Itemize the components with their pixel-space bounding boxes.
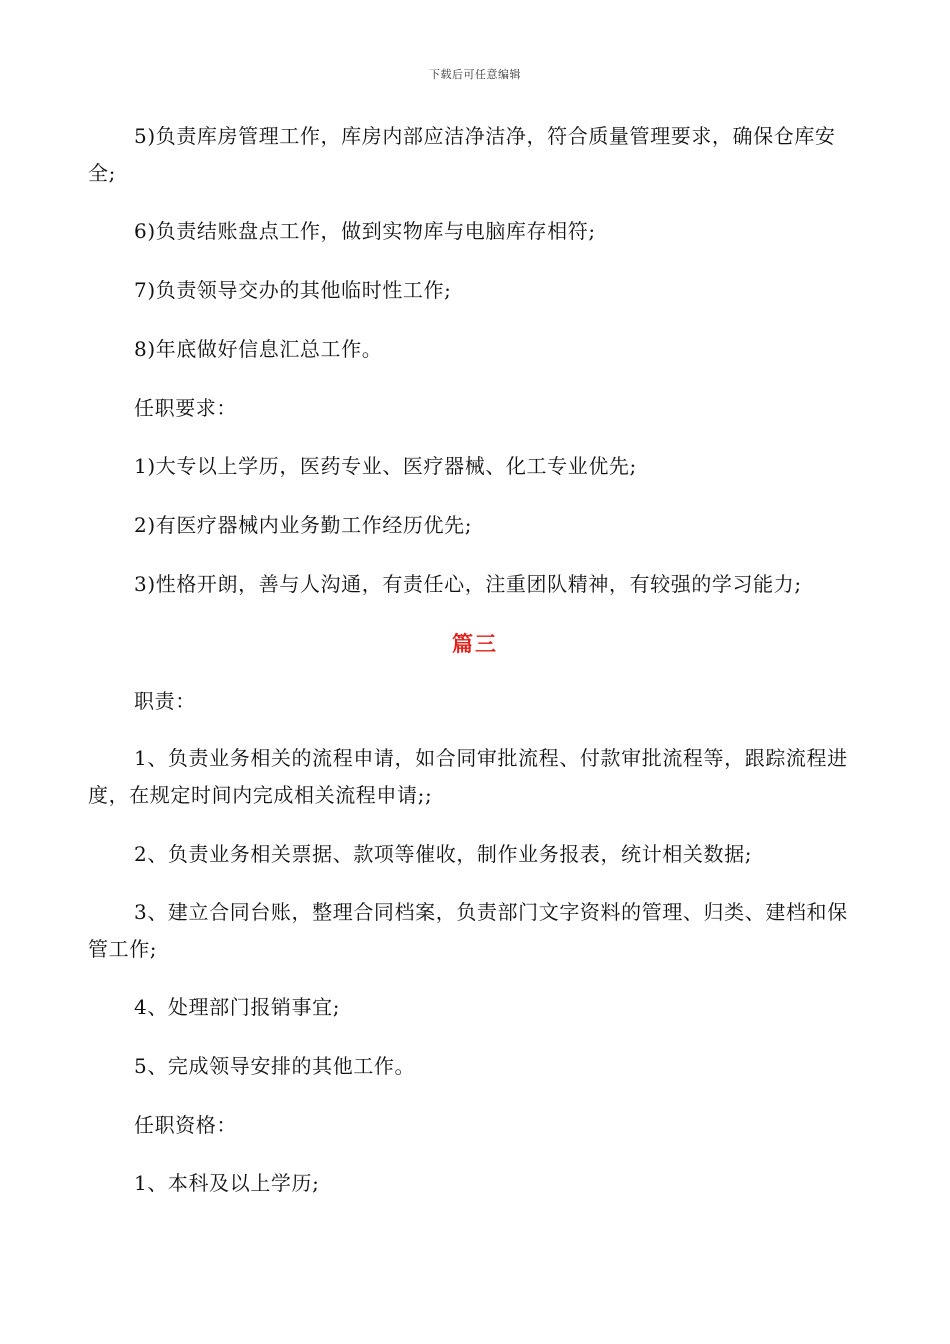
download-note: 下载后可任意编辑: [429, 68, 521, 81]
section-title: 篇三: [452, 631, 498, 656]
duty-item-p3-5: 5、完成领导安排的其他工作。: [134, 1054, 416, 1078]
duty-item-p3-3: 3、建立合同台账，整理合同档案，负责部门文字资料的管理、归类、建档和保管工作;: [88, 900, 848, 961]
duty-item-p3-4: 4、处理部门报销事宜;: [134, 995, 341, 1019]
requirement-item-3: 3)性格开朗，善与人沟通，有责任心，注重团队精神，有较强的学习能力;: [134, 572, 802, 596]
duty-item-7: 7)负责领导交办的其他临时性工作;: [134, 278, 452, 302]
duty-item-p3-1: 1、负责业务相关的流程申请，如合同审批流程、付款审批流程等，跟踪流程进度，在规定时间内完成相关流程申请;;: [88, 746, 848, 807]
requirement-item-1: 1)大专以上学历，医药专业、医疗器械、化工专业优先;: [134, 454, 637, 478]
qualification-item-1: 1、本科及以上学历;: [134, 1171, 320, 1195]
duty-item-6: 6)负责结账盘点工作，做到实物库与电脑库存相符;: [134, 219, 596, 243]
duty-item-5: 5)负责库房管理工作，库房内部应洁净洁净，符合质量管理要求，确保仓库安全;: [88, 124, 836, 185]
qualifications-heading: 任职资格：: [134, 1113, 237, 1137]
duty-item-p3-2: 2、负责业务相关票据、款项等催收，制作业务报表，统计相关数据;: [134, 842, 753, 866]
duty-item-8: 8)年底做好信息汇总工作。: [134, 337, 383, 361]
requirements-heading: 任职要求：: [134, 396, 237, 420]
duties-heading: 职责：: [134, 689, 196, 713]
requirement-item-2: 2)有医疗器械内业务勤工作经历优先;: [134, 513, 473, 537]
